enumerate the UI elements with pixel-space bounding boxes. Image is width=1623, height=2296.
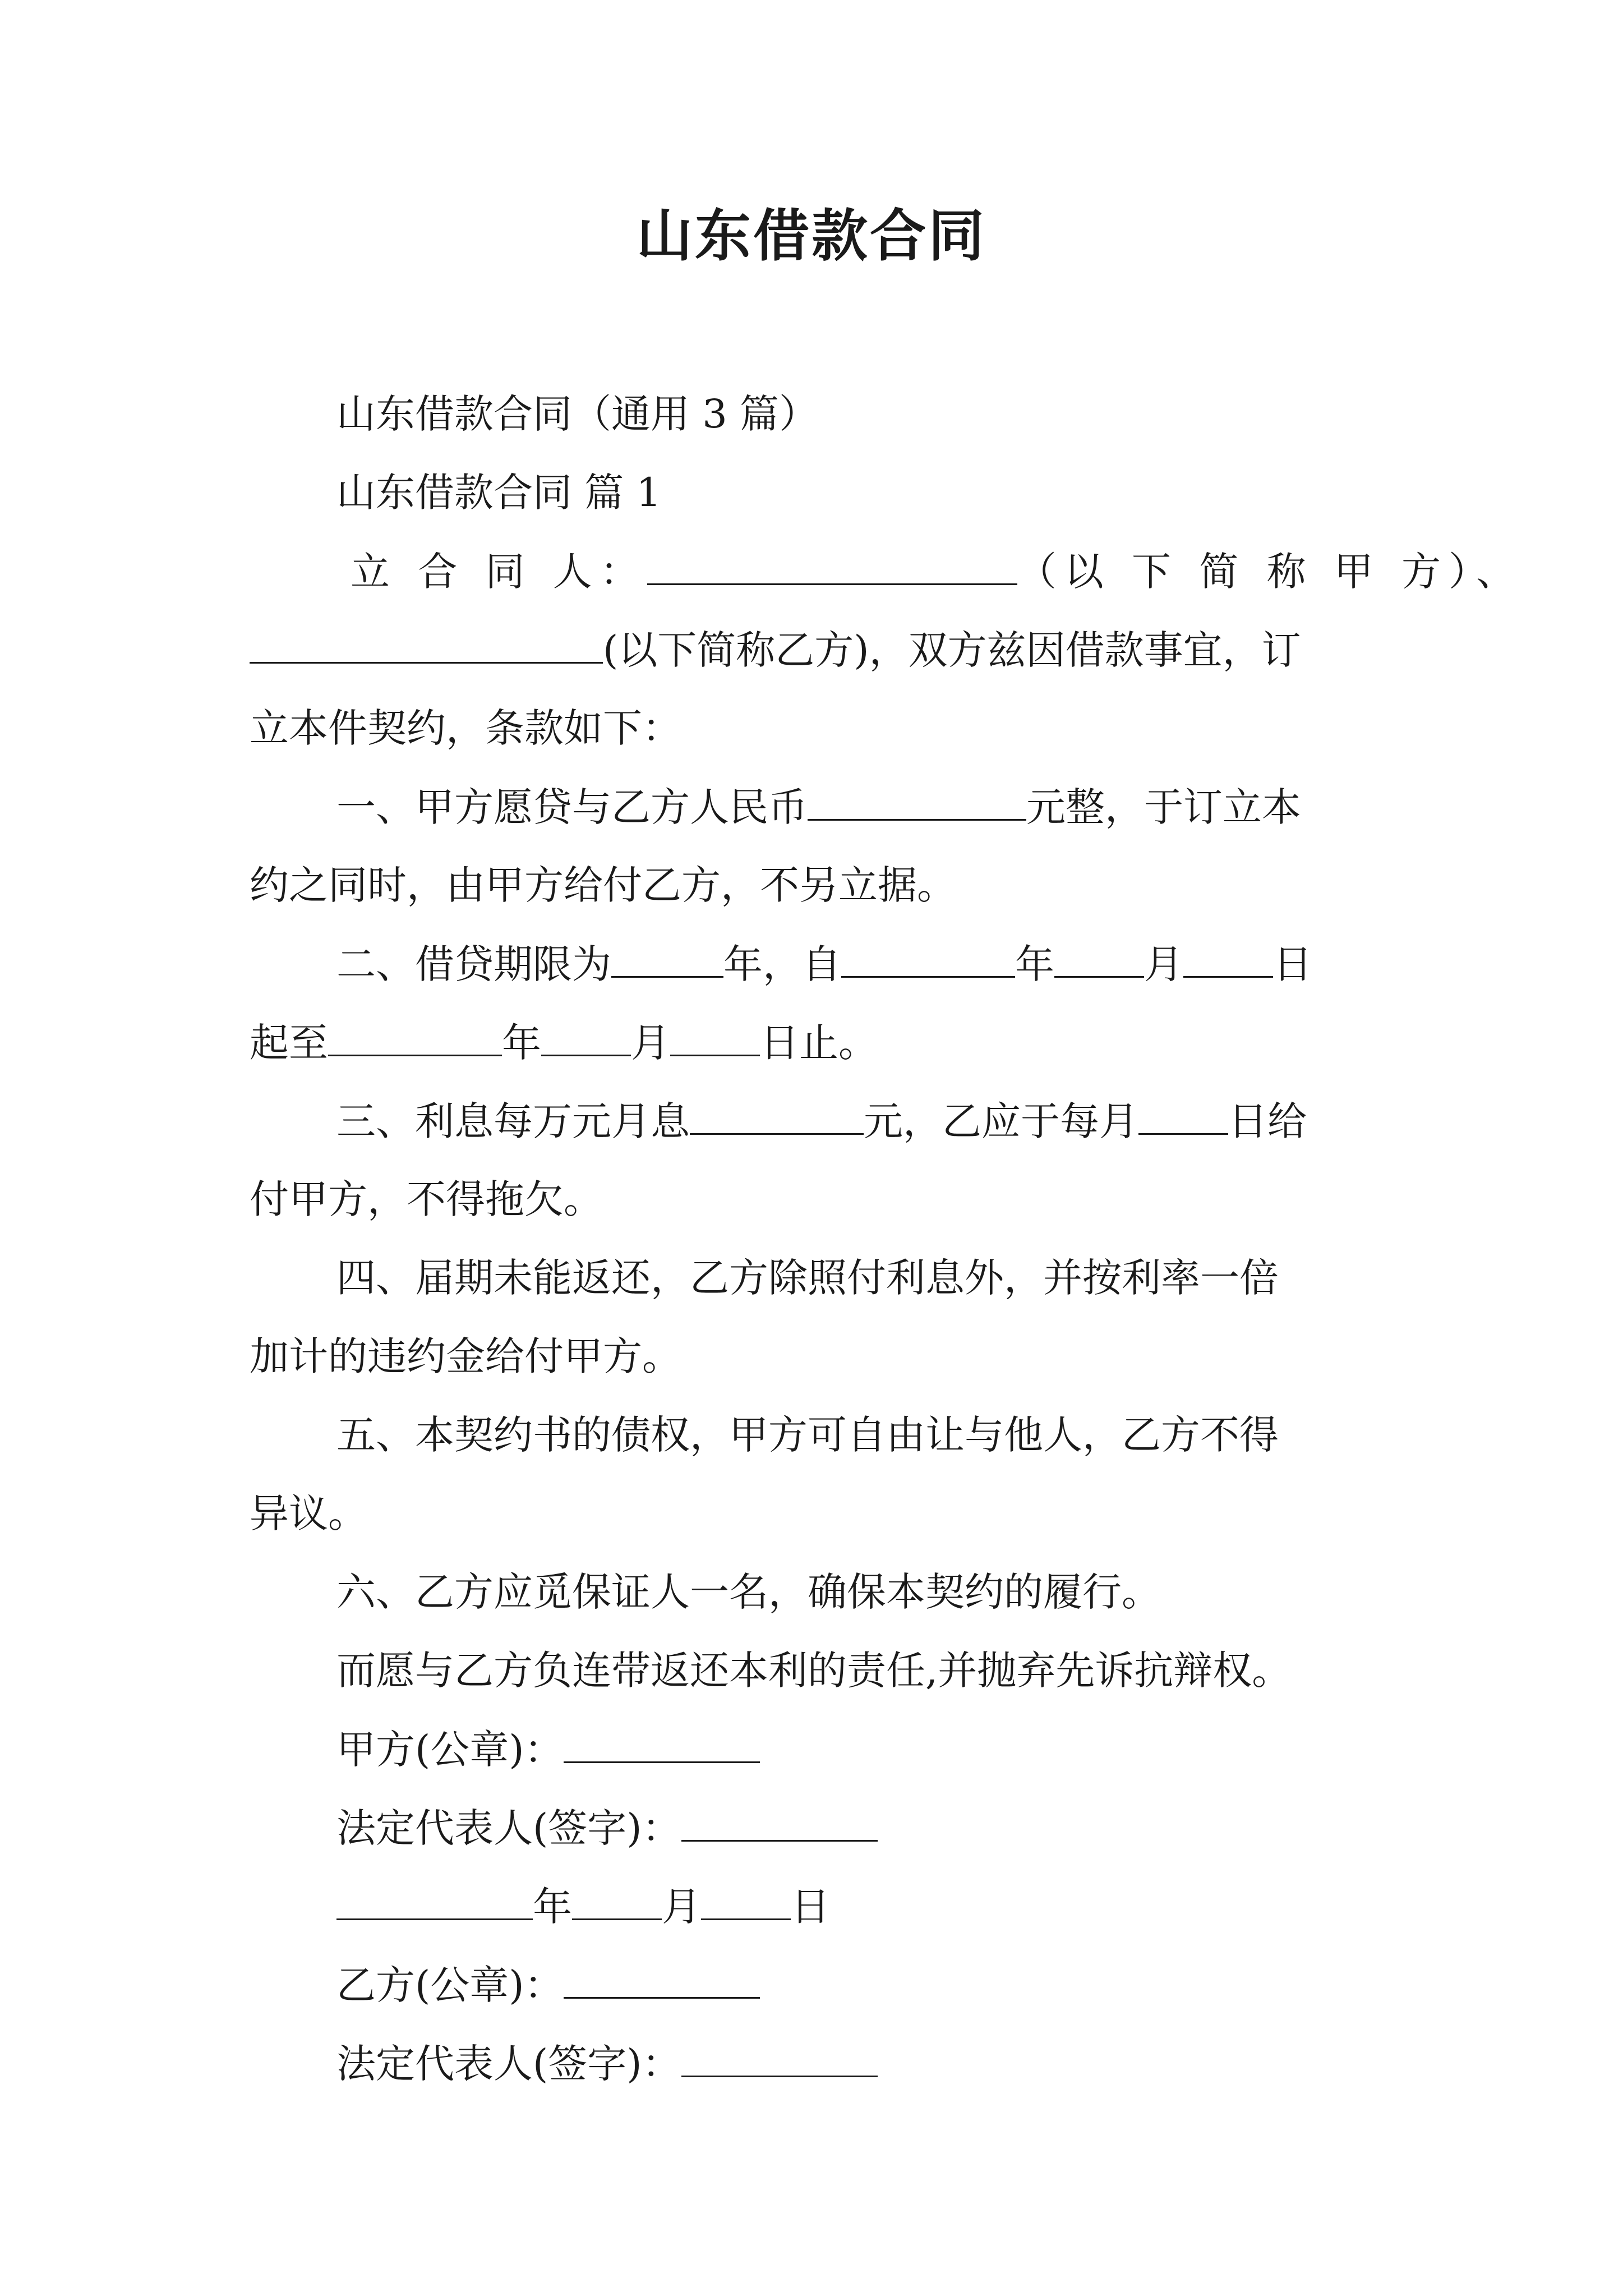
text-run: 一、甲方愿贷与乙方人民币 [336,784,808,830]
clause-4-line-2 [250,1329,681,1383]
clause-3-line-2 [250,1172,603,1226]
party-b-rep-line [336,2036,878,2090]
text-run: 四、届期未能返还，乙方除照付利息外，并按利率一倍 [336,1255,1279,1301]
clause-6-line-1 [336,1565,1161,1619]
party-line-1 [351,544,1523,598]
fill-in-blank [328,1015,502,1056]
text-run: 立本件契约，条款如下： [250,705,681,751]
clause-2-line-1 [336,937,1312,991]
fill-in-blank [841,937,1015,978]
clause-1-line-1 [336,780,1301,834]
fill-in-blank [681,2036,878,2077]
fill-in-blank [1054,937,1144,978]
clause-5-line-2 [250,1487,367,1540]
guarantor-line [336,1644,1291,1697]
fill-in-blank [1183,937,1273,978]
text-run: 乙方(公章)： [336,1962,564,2008]
fill-in-blank [1138,1094,1228,1135]
text-run: 异议。 [250,1490,367,1536]
text-run: 月 [662,1884,701,1930]
text-run: 加计的违约金给付甲方。 [250,1333,681,1379]
document-subtitle: 山东借款合同（通用 3 篇） [336,391,819,437]
party-line-3 [250,701,681,755]
clause-3-line-1 [336,1094,1307,1148]
text-run: 年 [1015,941,1054,987]
text-run: 二、借贷期限为 [336,941,611,987]
fill-in-blank [336,1879,533,1920]
text-run: 月 [631,1020,670,1066]
fill-in-blank [647,544,1017,585]
clause-4-line-1 [336,1251,1279,1305]
text-run: 付甲方，不得拖欠。 [250,1176,603,1222]
text-run: 月 [1144,941,1183,987]
text-run: 年 [533,1884,572,1930]
party-a-rep-line [336,1801,878,1855]
text-run: 日 [1273,941,1312,987]
text-run: (以下简称乙方)，双方兹因借款事宜，订 [603,627,1301,673]
text-run: 五、本契约书的债权，甲方可自由让与他人，乙方不得 [336,1412,1279,1458]
text-run: 法定代表人(签字)： [336,2041,681,2087]
party-a-seal-line [336,1722,760,1776]
text-run: 年 [502,1020,541,1066]
text-run: 甲方(公章)： [336,1727,564,1773]
text-run: 年，自 [723,941,841,987]
section-heading: 山东借款合同 篇 1 [336,470,662,516]
fill-in-blank [690,1094,864,1135]
fill-in-blank [681,1801,878,1842]
document-title: 山东借款合同 [637,203,986,269]
fill-in-blank [564,1722,760,1763]
fill-in-blank [611,937,723,978]
fill-in-blank [808,780,1026,821]
party-a-date-line [336,1879,830,1933]
text-run: 日止。 [760,1020,878,1066]
text-run: 约之同时，由甲方给付乙方，不另立据。 [250,862,956,908]
text-run: 而愿与乙方负连带返还本利的责任,并抛弃先诉抗辩权。 [336,1648,1292,1694]
clause-2-line-2 [250,1015,878,1069]
fill-in-blank [670,1015,760,1056]
fill-in-blank [564,1958,760,1999]
clause-1-line-2 [250,858,956,912]
party-line-2 [250,623,1301,677]
text-run: 立 合 同 人： [351,549,647,595]
text-run: 法定代表人(签字)： [336,1805,681,1851]
clause-5-line-1 [336,1408,1279,1462]
text-run: 三、利息每万元月息 [336,1098,690,1144]
party-b-seal-line [336,1958,760,2012]
text-run: 起至 [250,1020,328,1066]
text-run: 元，乙应于每月 [864,1098,1138,1144]
fill-in-blank [541,1015,631,1056]
fill-in-blank [572,1879,662,1920]
text-run: 日 [791,1884,830,1930]
text-run: （以 下 简 称 甲 方）、 [1017,549,1524,595]
text-run: 六、乙方应觅保证人一名，确保本契约的履行。 [336,1569,1161,1615]
text-run: 元整，于订立本 [1026,784,1301,830]
text-run: 日给 [1228,1098,1307,1144]
fill-in-blank [250,623,603,664]
fill-in-blank [701,1879,791,1920]
